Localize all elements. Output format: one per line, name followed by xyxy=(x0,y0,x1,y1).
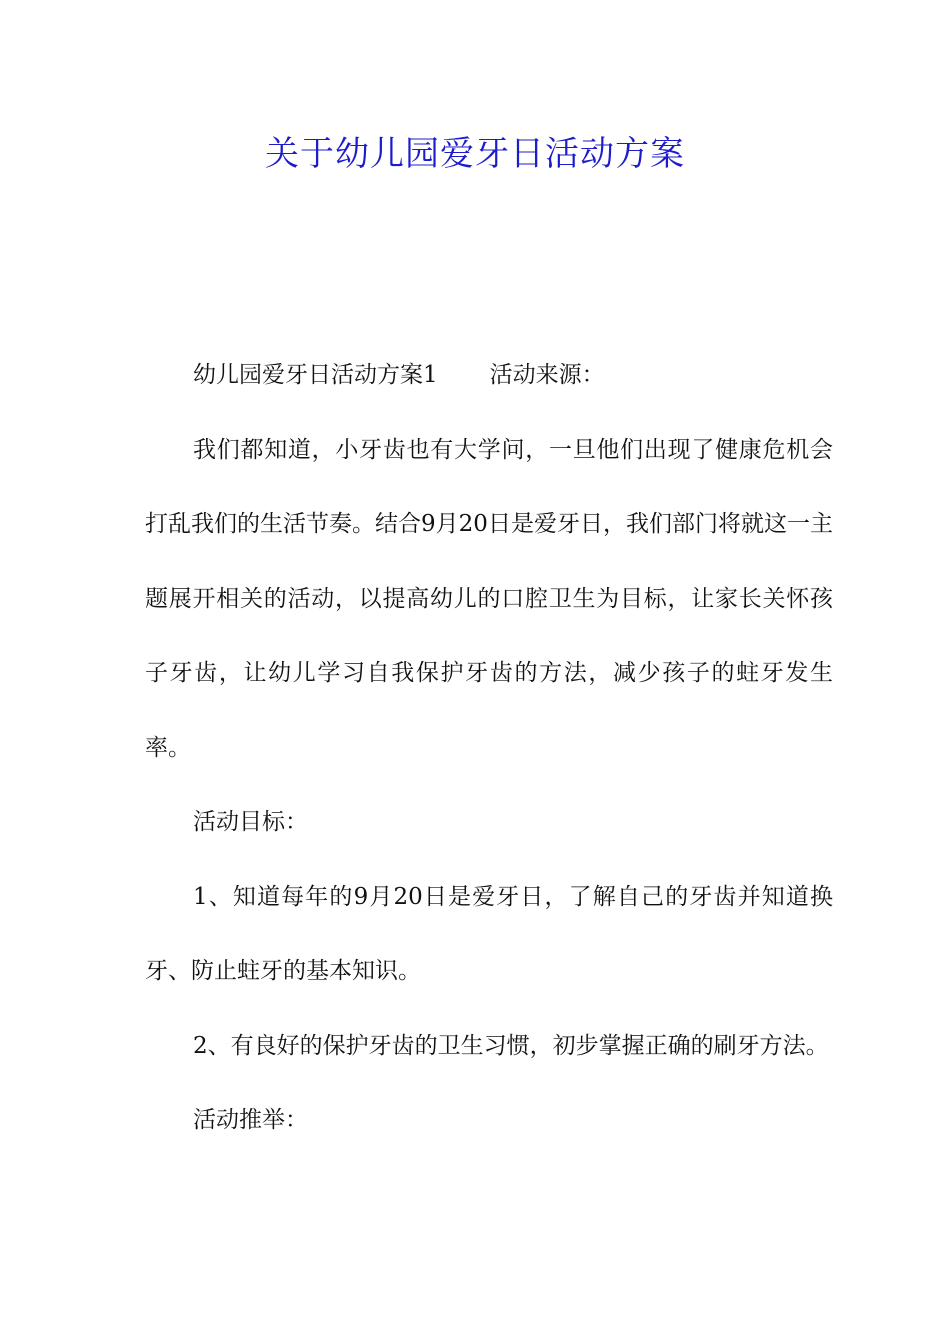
plan-heading: 幼儿园爱牙日活动方案1 xyxy=(193,362,438,388)
document-title: 关于幼儿园爱牙日活动方案 xyxy=(265,134,685,174)
paragraph-goals-heading: 活动目标： xyxy=(193,809,308,835)
plan-heading-line xyxy=(145,338,833,413)
paragraph-goal-2: 2、有良好的保护牙齿的卫生习惯，初步掌握正确的刷牙方法。 xyxy=(193,1032,829,1059)
paragraph-recommendation-heading: 活动推举： xyxy=(193,1107,308,1133)
paragraph-activity-source: 我们都知道，小牙齿也有大学问，一旦他们出现了健康危机会打乱我们的生活节奏。结合9月20日是爱牙日，我们部门将就这一主题展开相关的活动，以提高幼儿的口腔卫生为目标，让家长关怀孩子牙齿，让幼儿学习自我保护牙齿的方法，减少孩子的蛀牙发生率。 xyxy=(145,436,833,761)
paragraph-goal-1: 1、知道每年的9月20日是爱牙日，了解自己的牙齿并知道换牙、防止蛀牙的基本知识。 xyxy=(145,883,833,984)
document-body xyxy=(145,338,833,1158)
activity-source-label: 活动来源： xyxy=(489,362,605,388)
